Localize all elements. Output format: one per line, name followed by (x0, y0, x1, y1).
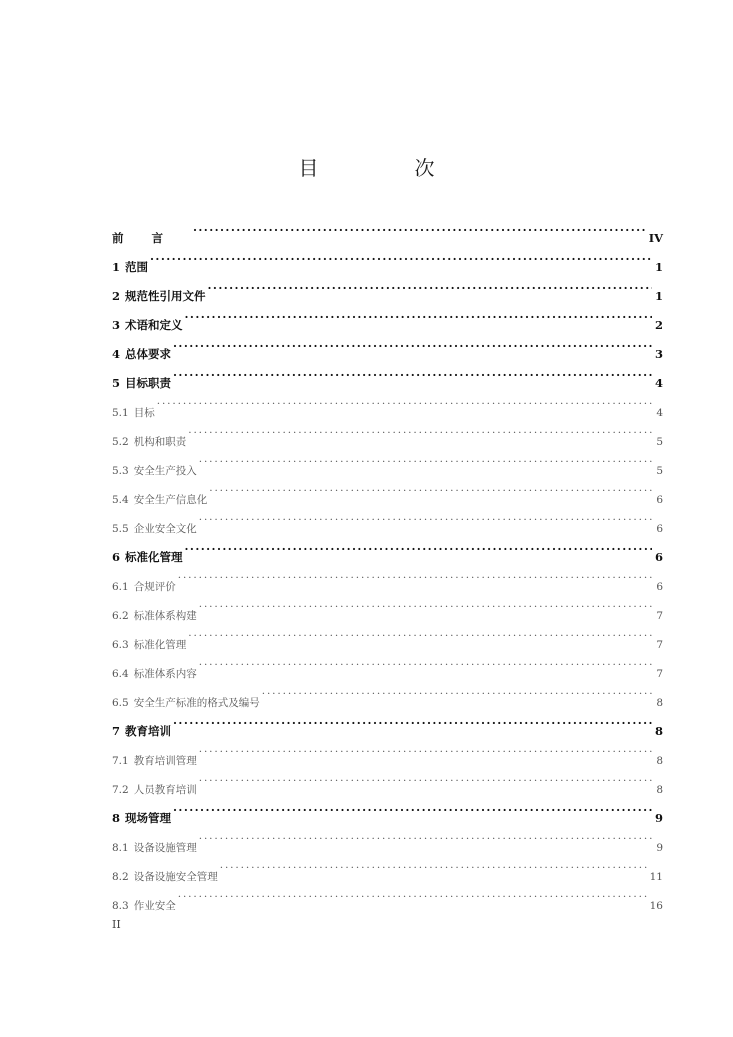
toc-entry[interactable] (112, 416, 663, 448)
table-of-contents (112, 213, 663, 912)
toc-entry-page: 11 (649, 871, 663, 883)
toc-entry-number: 7 (112, 724, 121, 738)
toc-entry-label (112, 428, 188, 457)
toc-entry-title: 教育培训 (125, 724, 172, 738)
toc-entry-title: 目标 (133, 407, 155, 419)
toc-entry-number: 4 (112, 347, 121, 361)
toc-entry-page: 6 (656, 523, 663, 535)
toc-entry-title: 安全生产投入 (133, 465, 197, 477)
toc-entry-label (112, 804, 173, 833)
toc-entry-number: 5.3 (112, 465, 129, 477)
toc-dot-leader (185, 532, 652, 561)
toc-entry[interactable] (112, 619, 663, 651)
toc-entry-title: 合规评价 (133, 581, 176, 593)
toc-entry-number: 7.2 (112, 784, 129, 796)
toc-dot-leader (173, 329, 652, 358)
toc-entry-title: 范围 (125, 260, 149, 274)
toc-entry-page: 8 (656, 755, 663, 767)
toc-dot-leader (188, 416, 653, 445)
toc-dot-leader (199, 764, 654, 793)
toc-entry-number: 6.5 (112, 697, 129, 709)
toc-entry-page: 6 (654, 550, 663, 564)
toc-entry-title: 设备设施管理 (133, 842, 197, 854)
toc-entry[interactable] (112, 242, 663, 274)
toc-entry-title: 教育培训管理 (133, 755, 197, 767)
toc-entry[interactable] (112, 213, 663, 245)
toc-entry-number: 6.3 (112, 639, 129, 651)
toc-entry[interactable] (112, 793, 663, 825)
toc-dot-leader (199, 648, 654, 677)
toc-entry[interactable] (112, 735, 663, 767)
toc-entry-page: 6 (656, 494, 663, 506)
toc-entry[interactable] (112, 880, 663, 912)
toc-entry-title: 设备设施安全管理 (133, 871, 218, 883)
toc-entry-number: 8.2 (112, 871, 129, 883)
page-title: 目 次 (298, 156, 473, 180)
toc-entry-label (112, 573, 178, 602)
toc-entry[interactable] (112, 706, 663, 738)
toc-entry-title: 标准化管理 (133, 639, 187, 651)
toc-entry-number: 6.1 (112, 581, 129, 593)
toc-entry-label (112, 631, 188, 660)
toc-dot-leader (199, 822, 654, 851)
toc-entry-title: 标准体系构建 (133, 610, 197, 622)
toc-entry-title: 标准体系内容 (133, 668, 197, 680)
toc-entry[interactable] (112, 358, 663, 390)
toc-entry[interactable] (112, 648, 663, 680)
footer-page-number: II (112, 918, 121, 931)
toc-entry-title: 安全生产标准的格式及编号 (133, 697, 260, 709)
toc-entry-number: 5.2 (112, 436, 129, 448)
toc-entry-label (112, 543, 185, 572)
toc-entry-title: 安全生产信息化 (133, 494, 208, 506)
toc-entry[interactable] (112, 445, 663, 477)
toc-dot-leader (157, 387, 654, 416)
toc-entry[interactable] (112, 387, 663, 419)
toc-dot-leader (208, 271, 652, 300)
toc-entry[interactable] (112, 532, 663, 564)
toc-entry-number: 5.4 (112, 494, 129, 506)
toc-entry-number: 8.1 (112, 842, 129, 854)
toc-entry-page: 5 (656, 465, 663, 477)
toc-dot-leader (199, 735, 654, 764)
toc-entry-page: 3 (654, 347, 663, 361)
toc-entry-number: 6.2 (112, 610, 129, 622)
toc-entry-page: 7 (656, 668, 663, 680)
toc-entry-number: 6.4 (112, 668, 129, 680)
toc-entry-number: 6 (112, 550, 121, 564)
toc-dot-leader (178, 561, 654, 590)
toc-entry-title: 总体要求 (125, 347, 172, 361)
toc-entry-page: 8 (656, 697, 663, 709)
toc-entry[interactable] (112, 590, 663, 622)
toc-entry-page: 4 (654, 376, 663, 390)
toc-entry[interactable] (112, 300, 663, 332)
toc-entry-page: 16 (649, 900, 663, 912)
toc-entry-title: 术语和定义 (125, 318, 183, 332)
toc-entry-number: 8.3 (112, 900, 129, 912)
toc-entry[interactable] (112, 561, 663, 593)
toc-entry-label (112, 399, 157, 428)
toc-entry-number: 1 (112, 260, 121, 274)
toc-entry[interactable] (112, 329, 663, 361)
toc-entry-title: 前言 (112, 231, 191, 245)
toc-entry[interactable] (112, 271, 663, 303)
toc-entry-title: 作业安全 (133, 900, 176, 912)
toc-entry-label (112, 660, 199, 689)
toc-entry-title: 规范性引用文件 (125, 289, 206, 303)
toc-entry-number: 5.5 (112, 523, 129, 535)
toc-entry-label (112, 340, 173, 369)
toc-entry[interactable] (112, 822, 663, 854)
toc-dot-leader (199, 590, 654, 619)
toc-dot-leader (199, 445, 654, 474)
toc-entry-number: 8 (112, 811, 121, 825)
toc-dot-leader (220, 851, 647, 880)
toc-entry-title: 标准化管理 (125, 550, 183, 564)
toc-entry-page: 2 (654, 318, 663, 332)
toc-dot-leader (199, 503, 654, 532)
toc-entry-title: 目标职责 (125, 376, 172, 390)
toc-entry-page: 9 (656, 842, 663, 854)
toc-entry-page: 7 (656, 610, 663, 622)
toc-entry-page: 6 (656, 581, 663, 593)
toc-entry-page: 4 (656, 407, 663, 419)
toc-dot-leader (193, 213, 646, 242)
toc-entry-page: 8 (656, 784, 663, 796)
toc-dot-leader (173, 706, 652, 735)
toc-entry-label (112, 457, 199, 486)
toc-entry-number: 5 (112, 376, 121, 390)
toc-entry-label (112, 834, 199, 863)
toc-entry-number: 3 (112, 318, 121, 332)
toc-entry-page: 7 (656, 639, 663, 651)
toc-entry-page: IV (648, 231, 663, 245)
toc-entry-label (112, 892, 178, 921)
toc-entry-number: 5.1 (112, 407, 129, 419)
toc-dot-leader (178, 880, 647, 909)
toc-entry-page: 5 (656, 436, 663, 448)
toc-entry-label (112, 717, 173, 746)
toc-dot-leader (262, 677, 654, 706)
toc-entry-label (112, 253, 150, 282)
toc-dot-leader (150, 242, 652, 271)
toc-entry-title: 机构和职责 (133, 436, 187, 448)
toc-entry-title: 企业安全文化 (133, 523, 197, 535)
toc-entry-page: 1 (654, 289, 663, 303)
toc-entry-number: 7.1 (112, 755, 129, 767)
toc-entry-page: 8 (654, 724, 663, 738)
toc-entry-page: 9 (654, 811, 663, 825)
toc-dot-leader (188, 619, 653, 648)
toc-entry-label (112, 486, 209, 515)
toc-entry-number: 2 (112, 289, 121, 303)
toc-entry-label (112, 747, 199, 776)
toc-dot-leader (173, 358, 652, 387)
toc-dot-leader (209, 474, 653, 503)
toc-entry-page: 1 (654, 260, 663, 274)
toc-dot-leader (185, 300, 652, 329)
toc-entry-label (112, 602, 199, 631)
toc-dot-leader (173, 793, 652, 822)
toc-entry-title: 人员教育培训 (133, 784, 197, 796)
toc-entry-title: 现场管理 (125, 811, 172, 825)
